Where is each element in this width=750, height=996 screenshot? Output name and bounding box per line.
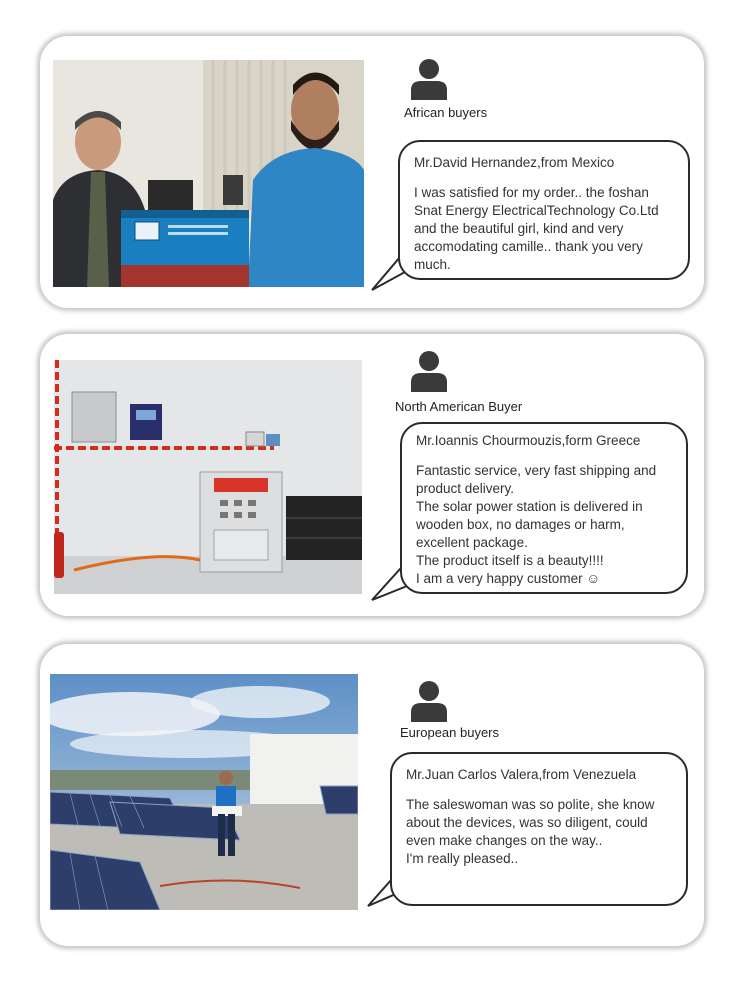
user-icon [409, 350, 449, 392]
testimonial-card-3 [40, 644, 704, 946]
buyer-label: European buyers [400, 725, 500, 740]
testimonial-card-2 [40, 334, 704, 616]
testimonial-card-1 [40, 36, 704, 308]
review-bubble [390, 752, 688, 906]
customer-name: Mr.Ioannis Chourmouzis,form Greece [416, 433, 641, 448]
customer-photo-3 [50, 674, 358, 910]
review-text: I was satisfied for my order.. the foshan Snat Energy ElectricalTechnology Co.Ltd and the beautiful girl, kind and very accomodating camille.. thank you very much. [414, 185, 659, 272]
customer-photo-1 [53, 60, 364, 287]
customer-name: Mr.David Hernandez,from Mexico [414, 155, 615, 170]
review-text: Fantastic service, very fast shipping and product delivery. The solar power station is delivered in wooden box, no damages or harm, excellent package. The product itself is a beauty!!!! I am a very happy customer ☺ [416, 463, 657, 586]
buyer-label: North American Buyer [395, 399, 523, 414]
review-bubble [398, 140, 690, 280]
review-bubble [400, 422, 688, 594]
customer-name: Mr.Juan Carlos Valera,from Venezuela [406, 767, 637, 782]
buyer-label: African buyers [404, 105, 488, 120]
user-icon [409, 680, 449, 722]
customer-photo-2 [54, 360, 362, 594]
user-icon [409, 58, 449, 100]
review-text: The saleswoman was so polite, she know about the devices, was so diligent, could even make changes on the way.. I'm really pleased.. [406, 797, 655, 866]
